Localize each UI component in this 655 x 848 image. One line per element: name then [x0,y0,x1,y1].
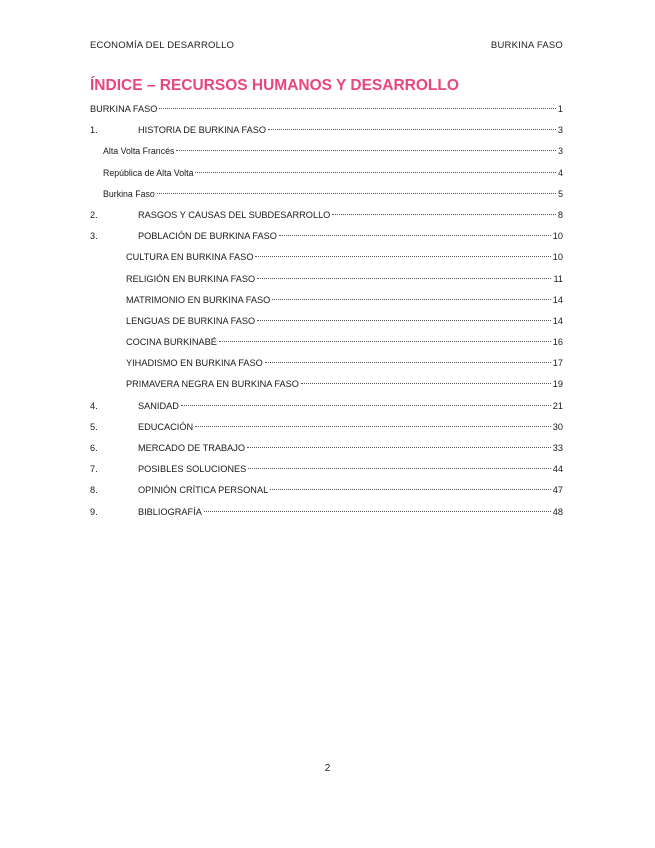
page-header [90,40,563,51]
header-left-text: ECONOMÍA DEL DESARROLLO [90,40,235,51]
header-right-text: BURKINA FASO [490,40,563,51]
toc-entry[interactable] [90,502,563,523]
toc-entry[interactable] [90,247,563,268]
toc-entry-number: 1. [90,125,98,136]
toc-title: ÍNDICE – RECURSOS HUMANOS Y DESARROLLO [90,77,459,94]
toc-dot-leader [265,362,551,363]
toc-entry-number: 2. [90,209,98,220]
toc-entry-number: 7. [90,464,98,475]
toc-dot-leader [159,108,555,109]
toc-entry-number: 8. [90,485,98,496]
toc-entry-page: 19 [552,379,563,390]
toc-entry-page: 5 [558,188,563,199]
toc-entry-label: CULTURA EN BURKINA FASO [126,252,254,263]
toc-entry[interactable] [90,290,563,311]
toc-entry[interactable] [90,459,563,480]
toc-entry-label: RELIGIÓN EN BURKINA FASO [126,273,256,284]
toc-entry-page: 10 [552,252,563,263]
toc-entry-label: República de Alta Volta [103,167,194,178]
toc-entry[interactable] [90,311,563,332]
toc-entry-label: RASGOS Y CAUSAS DEL SUBDESARROLLO [138,209,331,220]
table-of-contents [90,99,563,523]
toc-entry[interactable] [90,184,563,205]
toc-entry[interactable] [90,374,563,395]
toc-entry-label: Burkina Faso [103,188,155,199]
toc-dot-leader [176,150,556,151]
toc-entry[interactable] [90,269,563,290]
toc-entry[interactable] [90,396,563,417]
toc-dot-leader [195,426,551,427]
toc-entry-label: HISTORIA DE BURKINA FASO [138,125,266,136]
toc-entry-label: COCINA BURKINABÉ [126,337,217,348]
toc-dot-leader [257,278,551,279]
toc-entry-label: SANIDAD [138,400,179,411]
toc-entry-page: 4 [558,167,563,178]
toc-entry[interactable] [90,353,563,374]
toc-entry-label: POBLACIÓN DE BURKINA FASO [138,231,277,242]
toc-dot-leader [270,489,551,490]
toc-entry-page: 3 [558,146,563,157]
toc-entry-page: 16 [552,337,563,348]
toc-entry-label: BURKINA FASO [90,104,158,114]
toc-dot-leader [195,172,556,173]
toc-entry-page: 30 [552,421,563,432]
page-number: 2 [324,763,331,774]
toc-entry[interactable] [90,417,563,438]
toc-dot-leader [157,193,556,194]
toc-entry[interactable] [90,205,563,226]
toc-dot-leader [255,256,550,257]
toc-dot-leader [301,383,551,384]
toc-entry-page: 44 [552,464,563,475]
toc-dot-leader [257,320,551,321]
toc-dot-leader [219,341,551,342]
toc-entry-page: 14 [552,294,563,305]
toc-entry-label: LENGUAS DE BURKINA FASO [126,315,256,326]
toc-entry-number: 3. [90,231,98,242]
toc-entry-label: BIBLIOGRAFÍA [138,506,202,517]
toc-entry-number: 5. [90,421,98,432]
toc-entry-number: 6. [90,443,98,453]
toc-dot-leader [204,511,551,512]
toc-entry[interactable] [90,332,563,353]
toc-entry-page: 48 [552,506,563,517]
toc-entry[interactable] [90,99,563,120]
toc-dot-leader [279,235,551,236]
toc-entry[interactable] [90,226,563,247]
toc-dot-leader [332,214,556,215]
toc-dot-leader [247,447,551,448]
toc-entry-page: 11 [553,273,563,284]
toc-entry-label: MATRIMONIO EN BURKINA FASO [126,294,271,305]
toc-entry-page: 33 [552,443,563,453]
toc-entry[interactable] [90,480,563,501]
toc-entry-label: PRIMAVERA NEGRA EN BURKINA FASO [126,379,299,390]
toc-entry-number: 9. [90,506,98,517]
toc-entry-number: 4. [90,400,98,411]
toc-entry-page: 47 [552,485,563,496]
toc-entry-label: YIHADISMO EN BURKINA FASO [126,358,263,369]
toc-entry-label: Alta Volta Francés [103,146,175,157]
toc-entry-page: 3 [557,125,563,136]
toc-entry-page: 8 [557,209,563,220]
toc-dot-leader [248,468,551,469]
toc-entry-label: MERCADO DE TRABAJO [138,443,246,453]
toc-dot-leader [181,405,551,406]
toc-dot-leader [272,299,550,300]
toc-entry-label: POSIBLES SOLUCIONES [138,464,247,475]
toc-entry-page: 10 [552,231,563,242]
toc-entry[interactable] [90,163,563,184]
toc-entry-page: 17 [552,358,563,369]
toc-entry-page: 14 [552,315,563,326]
toc-entry-label: EDUCACIÓN [138,421,194,432]
toc-entry[interactable] [90,438,563,459]
toc-dot-leader [268,129,556,130]
toc-entry-page: 21 [552,400,563,411]
toc-entry[interactable] [90,120,563,141]
toc-entry[interactable] [90,141,563,162]
toc-entry-label: OPINIÓN CRÍTICA PERSONAL [138,485,269,496]
toc-entry-page: 1 [557,104,563,114]
